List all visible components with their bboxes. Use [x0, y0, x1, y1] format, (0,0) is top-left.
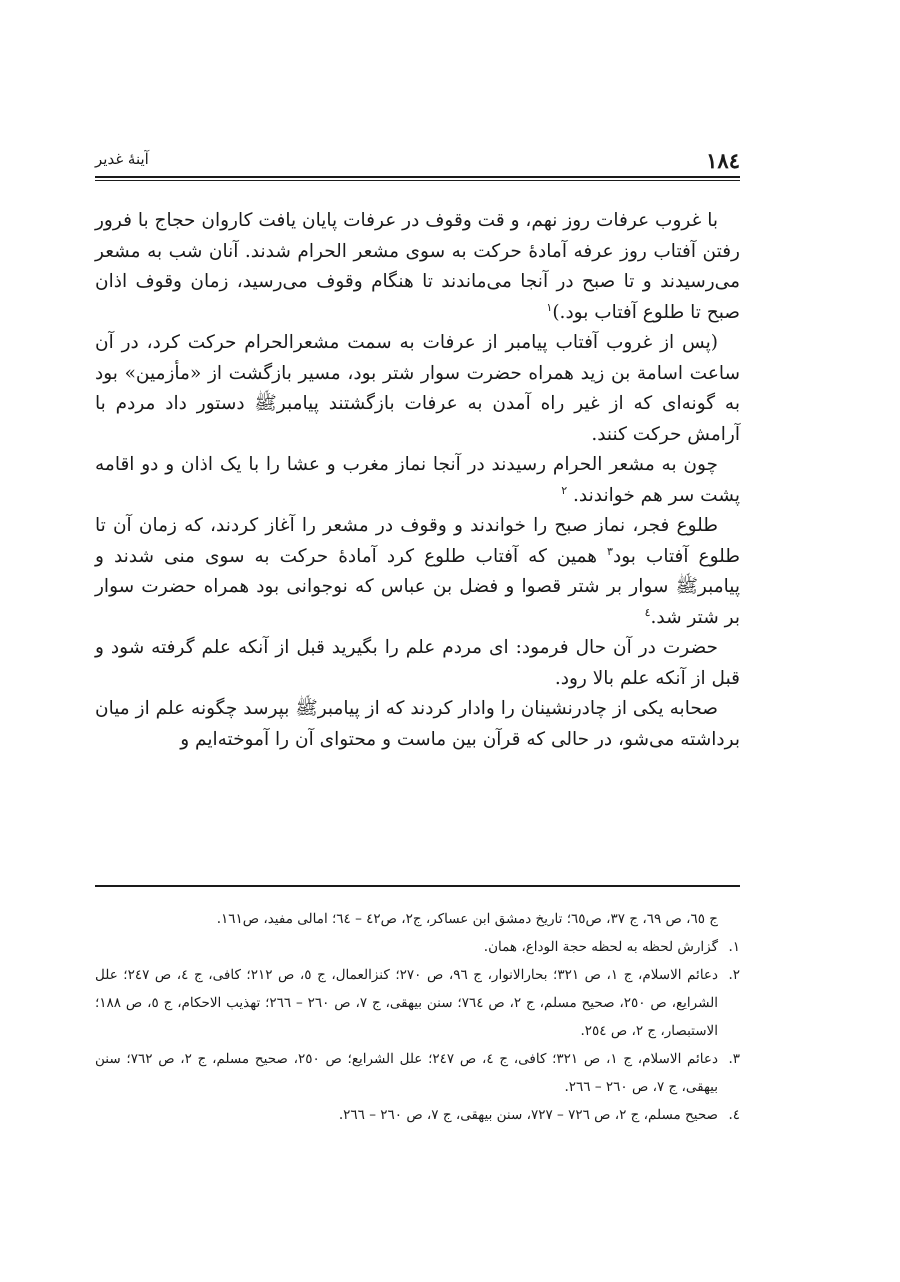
paragraph: طلوع فجر، نماز صبح را خواندند و وقوف در مشعر را آغاز کردند، که زمان آن تا طلوع آفتاب بود$^۳$ همین که آفتاب طلوع کرد آمادهٔ حرکت به سوی منی شدند و پیامبرﷺ سوار بر شتر قصوا و فضل بن عباس که نوجوانی بود همراه حضرت سوار بر شتر شد.$^٤$	[95, 515, 740, 628]
footnote-item	[95, 1045, 740, 1101]
page-number: ۱۸٤	[706, 148, 740, 173]
footnote-marker: ۳	[607, 544, 613, 558]
footnote-item	[95, 933, 740, 961]
footnote-continuation: ج ٦٥، ص ٦٩، ج ٣٧، ص٦٥؛ تاریخ دمشق ابن عساکر، ج٢، ص٤٢ – ٦٤؛ امالی مفید، ص١٦١.	[216, 911, 718, 927]
footnote-text: صحیح مسلم، ج ٢، ص ٧٢٦ – ٧٢٧، سنن بیهقی، ج ٧، ص ٢٦٠ – ٢٦٦.	[338, 1107, 718, 1123]
footnotes	[95, 905, 740, 1129]
footnote-text: گزارش لحظه به لحظه حجة الوداع، همان.	[483, 939, 718, 955]
footnote-marker: ۲	[561, 483, 568, 497]
footnote-item	[95, 961, 740, 1045]
footnote-number: ۱.	[728, 939, 740, 955]
main-text	[95, 206, 740, 755]
footnote-number: ٤.	[728, 1107, 740, 1123]
paragraph: (پس از غروب آفتاب پیامبر از عرفات به سمت مشعرالحرام حرکت کرد، در آن ساعت اسامة بن زید همراه حضرت سوار شتر بود، مسیر بازگشت از «مأزمین» بود به گونه‌ای که از غیر راه آمدن به عرفات بازگشتند پیامبرﷺ دستور داد مردم با آرامش حرکت کنند.	[95, 332, 740, 445]
paragraph: چون به مشعر الحرام رسیدند در آنجا نماز مغرب و عشا را با یک اذان و دو اقامه پشت سر هم خواندند. $^۲$	[95, 454, 740, 506]
footnote-marker: ۱	[546, 300, 553, 314]
footnote-text: دعائم الاسلام، ج ١، ص ٣٢١؛ بحارالانوار، ج ٩٦، ص ٢٧٠؛ کنزالعمال، ج ٥، ص ٢١٢؛ کافی، ج ٤، ص ٢٤٧؛ علل الشرایع، ص ٢٥٠، صحیح مسلم، ج ٢، ص ٧٦٤؛ سنن بیهقی، ج ٧، ص ٢٦٠ – ٢٦٦؛ تهذیب الاحکام، ج ٥، ص ١٨٨؛ الاستبصار، ج ٢، ص ٢٥٤.	[95, 967, 719, 1039]
footnote-separator	[95, 885, 740, 887]
paragraph: حضرت در آن حال فرمود: ای مردم علم را بگیرید قبل از آنکه علم گرفته شود و قبل از آنکه علم بالا رود.	[95, 637, 740, 689]
footnote-text: دعائم الاسلام، ج ١، ص ٣٢١؛ کافی، ج ٤، ص ٢٤٧؛ علل الشرایع؛ ص ٢٥٠، صحیح مسلم، ج ٢، ص ٧٦٢؛ سنن بیهقی، ج ٧، ص ٢٦٠ – ٢٦٦.	[95, 1051, 718, 1095]
footnote-marker: ٤	[644, 605, 651, 619]
book-title: آینهٔ غدیر	[95, 150, 149, 168]
running-header	[95, 148, 740, 174]
document-page	[95, 0, 740, 1282]
paragraph: با غروب عرفات روز نهم، و قت وقوف در عرفات پایان یافت کاروان حجاج با فرور رفتن آفتاب روز عرفه آمادهٔ حرکت به سوی مشعر الحرام شدند. آنان شب به مشعر می‌رسیدند و تا صبح در آنجا می‌ماندند تا هنگام وقوف می‌رسید، زمان وقوف اذان صبح تا طلوع آفتاب بود.)$^۱$	[95, 210, 740, 323]
footnote-item	[95, 1101, 740, 1129]
paragraph: صحابه یکی از چادرنشینان را وادار کردند که از پیامبرﷺ بپرسد چگونه علم از میان برداشته می‌شو، در حالی که قرآن بین ماست و محتوای آن را آموخته‌ایم و	[95, 698, 740, 750]
footnote-number: ۲.	[728, 967, 740, 983]
header-rule	[95, 176, 740, 181]
footnote-number: ۳.	[728, 1051, 740, 1067]
